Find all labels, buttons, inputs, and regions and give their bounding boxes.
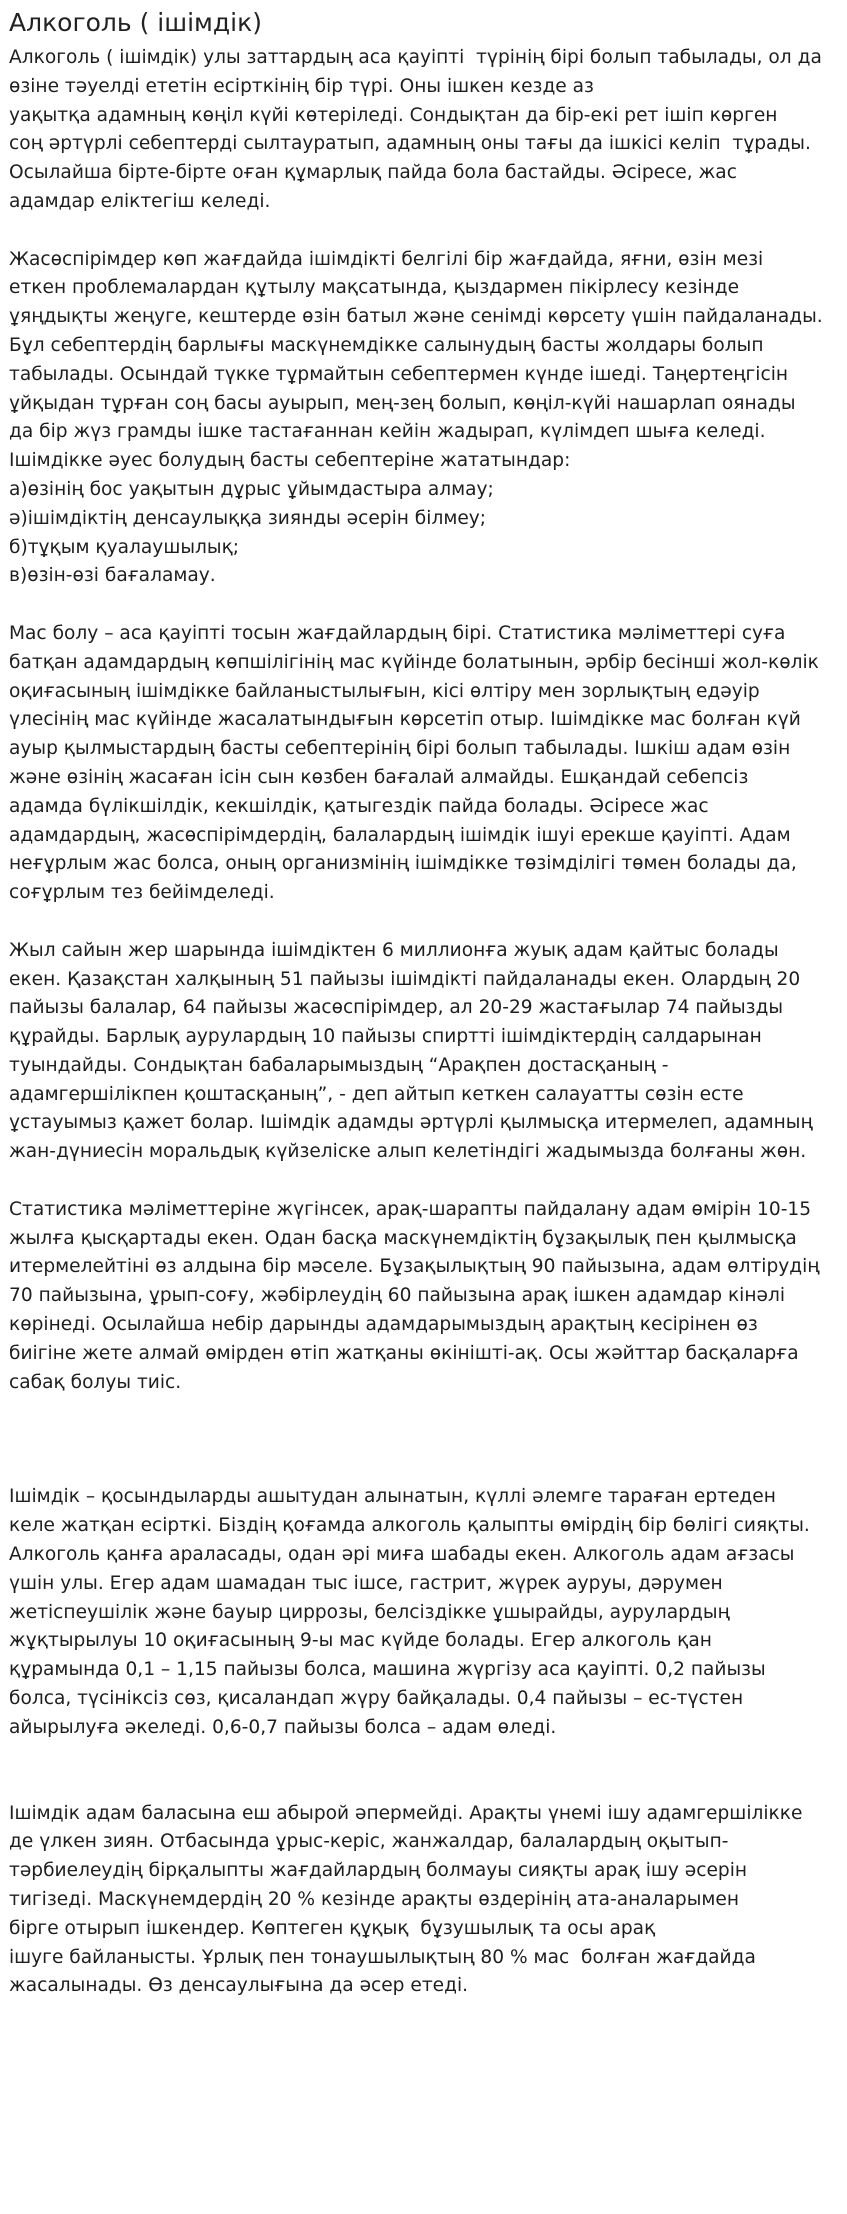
paragraph-line: оқиғасының ішімдікке байланыстылығын, кісі өлтіру мен зорлықтың едәуір [9,680,760,702]
paragraph-line: Жыл сайын жер шарында ішімдіктен 6 миллионға жуық адам қайтыс болады [9,939,779,961]
paragraph-line: биігіне жете алмай өмірден өтіп жатқаны өкінішті-ақ. Осы жәйттар басқаларға [9,1342,799,1364]
paragraph-line: ішуге байланысты. Ұрлық пен тонаушылықтың 80 % мас болған жағдайда [9,1946,756,1968]
paragraph-statistics-crime [9,1196,839,1398]
paragraph-line: Осылайша бірте-бірте оған құмарлық пайда бола бастайды. Әсіресе, жас [9,162,737,184]
paragraph-spacer [9,1167,839,1196]
paragraph-line: Алкоголь ( ішімдік) улы заттардың аса қауіпті түрінің бірі болып табылады, ол да [9,47,822,68]
paragraph-line: уақытқа адамның көңіл күйі көтеріледі. Сондықтан да бір-екі рет ішіп көрген [9,104,778,126]
paragraph-line: Ішімдік адам баласына еш абырой әпермейді. Арақты үнемі ішу адамгершілікке [9,1802,803,1824]
paragraph-spacer [9,1743,839,1800]
paragraph-spacer [9,591,839,620]
paragraph-line: Жасөспірімдер көп жағдайда ішімдікті белгілі бір жағдайда, яғни, өзін мезі [9,248,764,270]
paragraph-line: Статистика мәліметтеріне жүгінсек, арақ-шарапты пайдалану адам өмірін 10-15 [9,1198,812,1220]
paragraph-line: Мас болу – аса қауіпті тосын жағдайлардың бірі. Статистика мәліметтері суға [9,622,786,644]
paragraph-line: 70 пайызына, ұрып-соғу, жәбірлеудің 60 пайызына арақ ішкен адамдар кінәлі [9,1285,785,1307]
paragraph-line: сабақ болуы тиіс. [9,1371,182,1393]
paragraph-line: табылады. Осындай түкке тұрмайтын себептермен күнде ішеді. Таңертеңгісін [9,363,789,385]
paragraph-line: соғұрлым тез бейімделеді. [9,882,275,904]
paragraph-line: ұйқыдан тұрған соң басы ауырып, мең-зең болып, көңіл-күйі нашарлап оянады [9,392,796,414]
paragraph-line: жасалынады. Өз денсаулығына да әсер етеді. [9,1975,469,1997]
paragraph-line: батқан адамдардың көпшілігінің мас күйінде болатынын, әрбір бесінші жол-көлік [9,651,819,673]
paragraph-line: жетіспеушілік және бауыр циррозы, белсіздікке ұшырайды, аурулардың [9,1601,730,1623]
paragraph-line: жұқтырылуы 10 оқиғасының 9-ы мас күйде болады. Егер алкоголь қан [9,1630,712,1652]
paragraph-family-harm [9,1800,839,2002]
paragraph-line: көрінеді. Осылайша небір дарынды адамдарымыздың арақтың кесірінен өз [9,1314,758,1336]
paragraph-drunkenness [9,620,839,908]
paragraph-line: адамда бүлікшілдік, кекшілдік, қатыгездік пайда болады. Әсіресе жас [9,795,709,817]
paragraph-line: тигізеді. Маскүнемдердің 20 % кезінде арақты өздерінің ата-аналарымен [9,1889,740,1911]
paragraph-line: келе жатқан есірткі. Біздің қоғамда алкоголь қалыпты өмірдің бір бөлігі сияқты. [9,1515,810,1537]
paragraph-line: құрайды. Барлық аурулардың 10 пайызы спиртті ішімдіктердің салдарынан [9,1026,762,1048]
paragraph-line: де үлкен зиян. Отбасында ұрыс-керіс, жанжалдар, балалардың оқытып- [9,1831,729,1853]
paragraph-line: Алкоголь қанға араласады, одан әрі миға шабады екен. Алкоголь адам ағзасы [9,1544,795,1566]
list-item: ә)ішімдіктің денсаулыққа зиянды әсерін білмеу; [9,507,487,529]
paragraph-line: пайызы балалар, 64 пайызы жасөспірімдер, ал 20-29 жастағылар 74 пайызды [9,997,784,1019]
paragraph-line: құрамында 0,1 – 1,15 пайызы болса, машина жүргізу аса қауіпті. 0,2 пайызы [9,1659,766,1681]
paragraph-alcohol-effects [9,1483,839,1742]
paragraph-spacer [9,1397,839,1483]
paragraph-line: өзіне тәуелді ететін есірткінің бір түрі. Оны ішкен кезде аз [9,75,594,97]
paragraph-line: тәрбиелеудің бірқалыпты жағдайлардың болмауы сияқты арақ ішу әсерін [9,1860,748,1882]
paragraph-line: неғұрлым жас болса, оның организмінің ішімдікке төзімділігі төмен болады да, [9,853,797,875]
page-title: Алкоголь ( ішімдік) [9,8,262,37]
paragraph-line: үшін улы. Егер адам шамадан тыс ішсе, гастрит, жүрек ауруы, дәрумен [9,1572,723,1594]
paragraph-line: Бұл себептердің барлығы маскүнемдікке салынудың басты жолдары болып [9,334,764,356]
paragraph-line: да бір жүз грамды ішке тастағаннан кейін жадырап, күлімдеп шыға келеді. [9,421,766,443]
paragraph-intro [9,44,839,217]
paragraph-spacer [9,217,839,246]
paragraph-line: адамдардың, жасөспірімдердің, балалардың ішімдік ішуі ерекше қауіпті. Адам [9,824,791,846]
paragraph-line: болса, түсініксіз сөз, қисаландап жүру байқалады. 0,4 пайызы – ес-түстен [9,1688,744,1710]
paragraph-line: адамгершілікпен қоштасқаның”, - деп айтып кеткен салауатты сөзін есте [9,1083,744,1105]
paragraph-line: итермелейтіні өз алдына бір мәселе. Бұзақылықтың 90 пайызына, адам өлтірудің [9,1256,820,1278]
paragraph-line: адамдар еліктегіш келеді. [9,190,271,212]
list-item: в)өзін-өзі бағаламау. [9,565,216,587]
list-item: а)өзінің бос уақытын дұрыс ұйымдастыра алмау; [9,478,494,500]
paragraph-line: үлесінің мас күйінде жасалатындығын көрсетіп отыр. Ішімдікке мас болған күй [9,709,801,731]
paragraph-line: туындайды. Сондықтан бабаларымыздың “Арақпен достасқаның - [9,1054,669,1076]
paragraph-line: бірге отырып ішкендер. Көптеген құқық бұзушылық та осы арақ [9,1917,656,1939]
paragraph-line: ауыр қылмыстардың басты себептерінің бірі болып табылады. Ішкіш адам өзін [9,738,791,760]
paragraph-line: Ішімдікке әуес болудың басты себептеріне жататындар: [9,450,571,472]
paragraph-line: ұстауымыз қажет болар. Ішімдік адамды әртүрлі қылмысқа итермелеп, адамның [9,1112,813,1134]
paragraph-line: еткен проблемалардан құтылу мақсатында, қыздармен пікірлесу кезінде [9,277,740,299]
paragraph-line: ұяңдықты жеңуге, кештерде өзін батыл және сенімді көрсету үшін пайдаланады. [9,306,823,328]
paragraph-line: жылға қысқартады екен. Одан басқа маскүнемдіктің бұзақылық пен қылмысқа [9,1227,797,1249]
paragraph-line: соң әртүрлі себептерді сылтауратып, адамның оны тағы да ішкісі келіп тұрады. [9,133,811,155]
paragraph-youth-reasons [9,246,839,592]
paragraph-line: Ішімдік – қосындыларды ашытудан алынатын, күллі әлемге тараған ертеден [9,1486,776,1508]
paragraph-line: және өзінің жасаған ісін сын көзбен бағалай алмайды. Ешқандай себепсіз [9,766,749,788]
list-item: б)тұқым қуалаушылық; [9,536,240,558]
paragraph-line: айырылуға әкеледі. 0,6-0,7 пайызы болса – адам өледі. [9,1716,557,1738]
paragraph-line: екен. Қазақстан халқының 51 пайызы ішімдікті пайдаланады екен. Олардың 20 [9,968,801,990]
paragraph-spacer [9,908,839,937]
paragraph-line: жан-дүниесін моральдық күйзеліске алып келетіндігі жадымызда болғаны жөн. [9,1141,807,1163]
paragraph-statistics-world [9,937,839,1167]
